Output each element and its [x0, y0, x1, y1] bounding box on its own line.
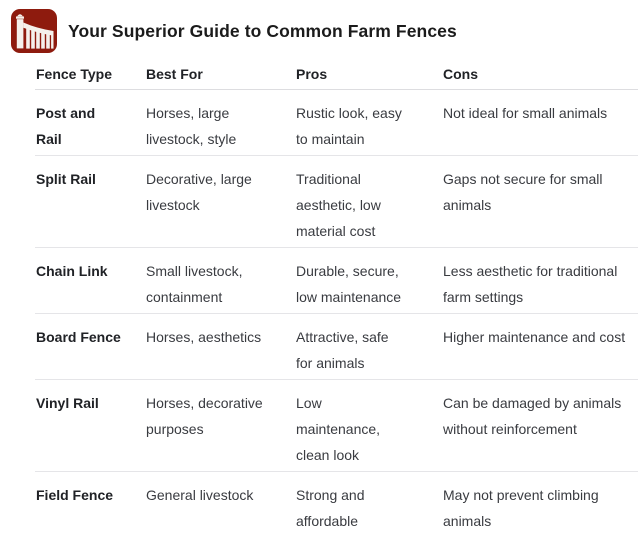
cell-fence-type: Vinyl Rail [35, 380, 145, 472]
cell-pros: Traditional aesthetic, low material cost [295, 156, 442, 248]
cell-fence-type: Split Rail [35, 156, 145, 248]
cell-best-for: Horses, large livestock, style [145, 90, 295, 156]
cell-best-for: Horses, aesthetics [145, 314, 295, 380]
cell-best-for: Decorative, large livestock [145, 156, 295, 248]
cell-fence-type: Post and Rail [35, 90, 145, 156]
table-header-row [35, 61, 638, 90]
table-row [35, 380, 638, 472]
cell-best-for: Horses, decorative purposes [145, 380, 295, 472]
cell-pros: Rustic look, easy to maintain [295, 90, 442, 156]
cell-fence-type: Field Fence [35, 472, 145, 537]
cell-cons: Gaps not secure for small animals [442, 156, 638, 248]
fence-comparison-table [35, 61, 638, 537]
column-header-cons: Cons [442, 61, 638, 90]
cell-cons: Less aesthetic for traditional farm settings [442, 248, 638, 314]
guide-header [11, 9, 638, 53]
cell-cons: Can be damaged by animals without reinforcement [442, 380, 638, 472]
cell-cons: Not ideal for small animals [442, 90, 638, 156]
cell-pros: Low maintenance, clean look [295, 380, 442, 472]
page-title: Your Superior Guide to Common Farm Fences [68, 21, 457, 42]
table-row [35, 314, 638, 380]
table-row [35, 156, 638, 248]
table-row [35, 90, 638, 156]
cell-fence-type: Board Fence [35, 314, 145, 380]
cell-fence-type: Chain Link [35, 248, 145, 314]
column-header-pros: Pros [295, 61, 442, 90]
column-header-best-for: Best For [145, 61, 295, 90]
table-row [35, 248, 638, 314]
fence-logo-icon [11, 9, 57, 53]
cell-best-for: General livestock [145, 472, 295, 537]
cell-cons: Higher maintenance and cost [442, 314, 638, 380]
cell-pros: Strong and affordable [295, 472, 442, 537]
column-header-fence-type: Fence Type [35, 61, 145, 90]
cell-cons: May not prevent climbing animals [442, 472, 638, 537]
cell-pros: Durable, secure, low maintenance [295, 248, 442, 314]
cell-pros: Attractive, safe for animals [295, 314, 442, 380]
table-row [35, 472, 638, 537]
cell-best-for: Small livestock, containment [145, 248, 295, 314]
